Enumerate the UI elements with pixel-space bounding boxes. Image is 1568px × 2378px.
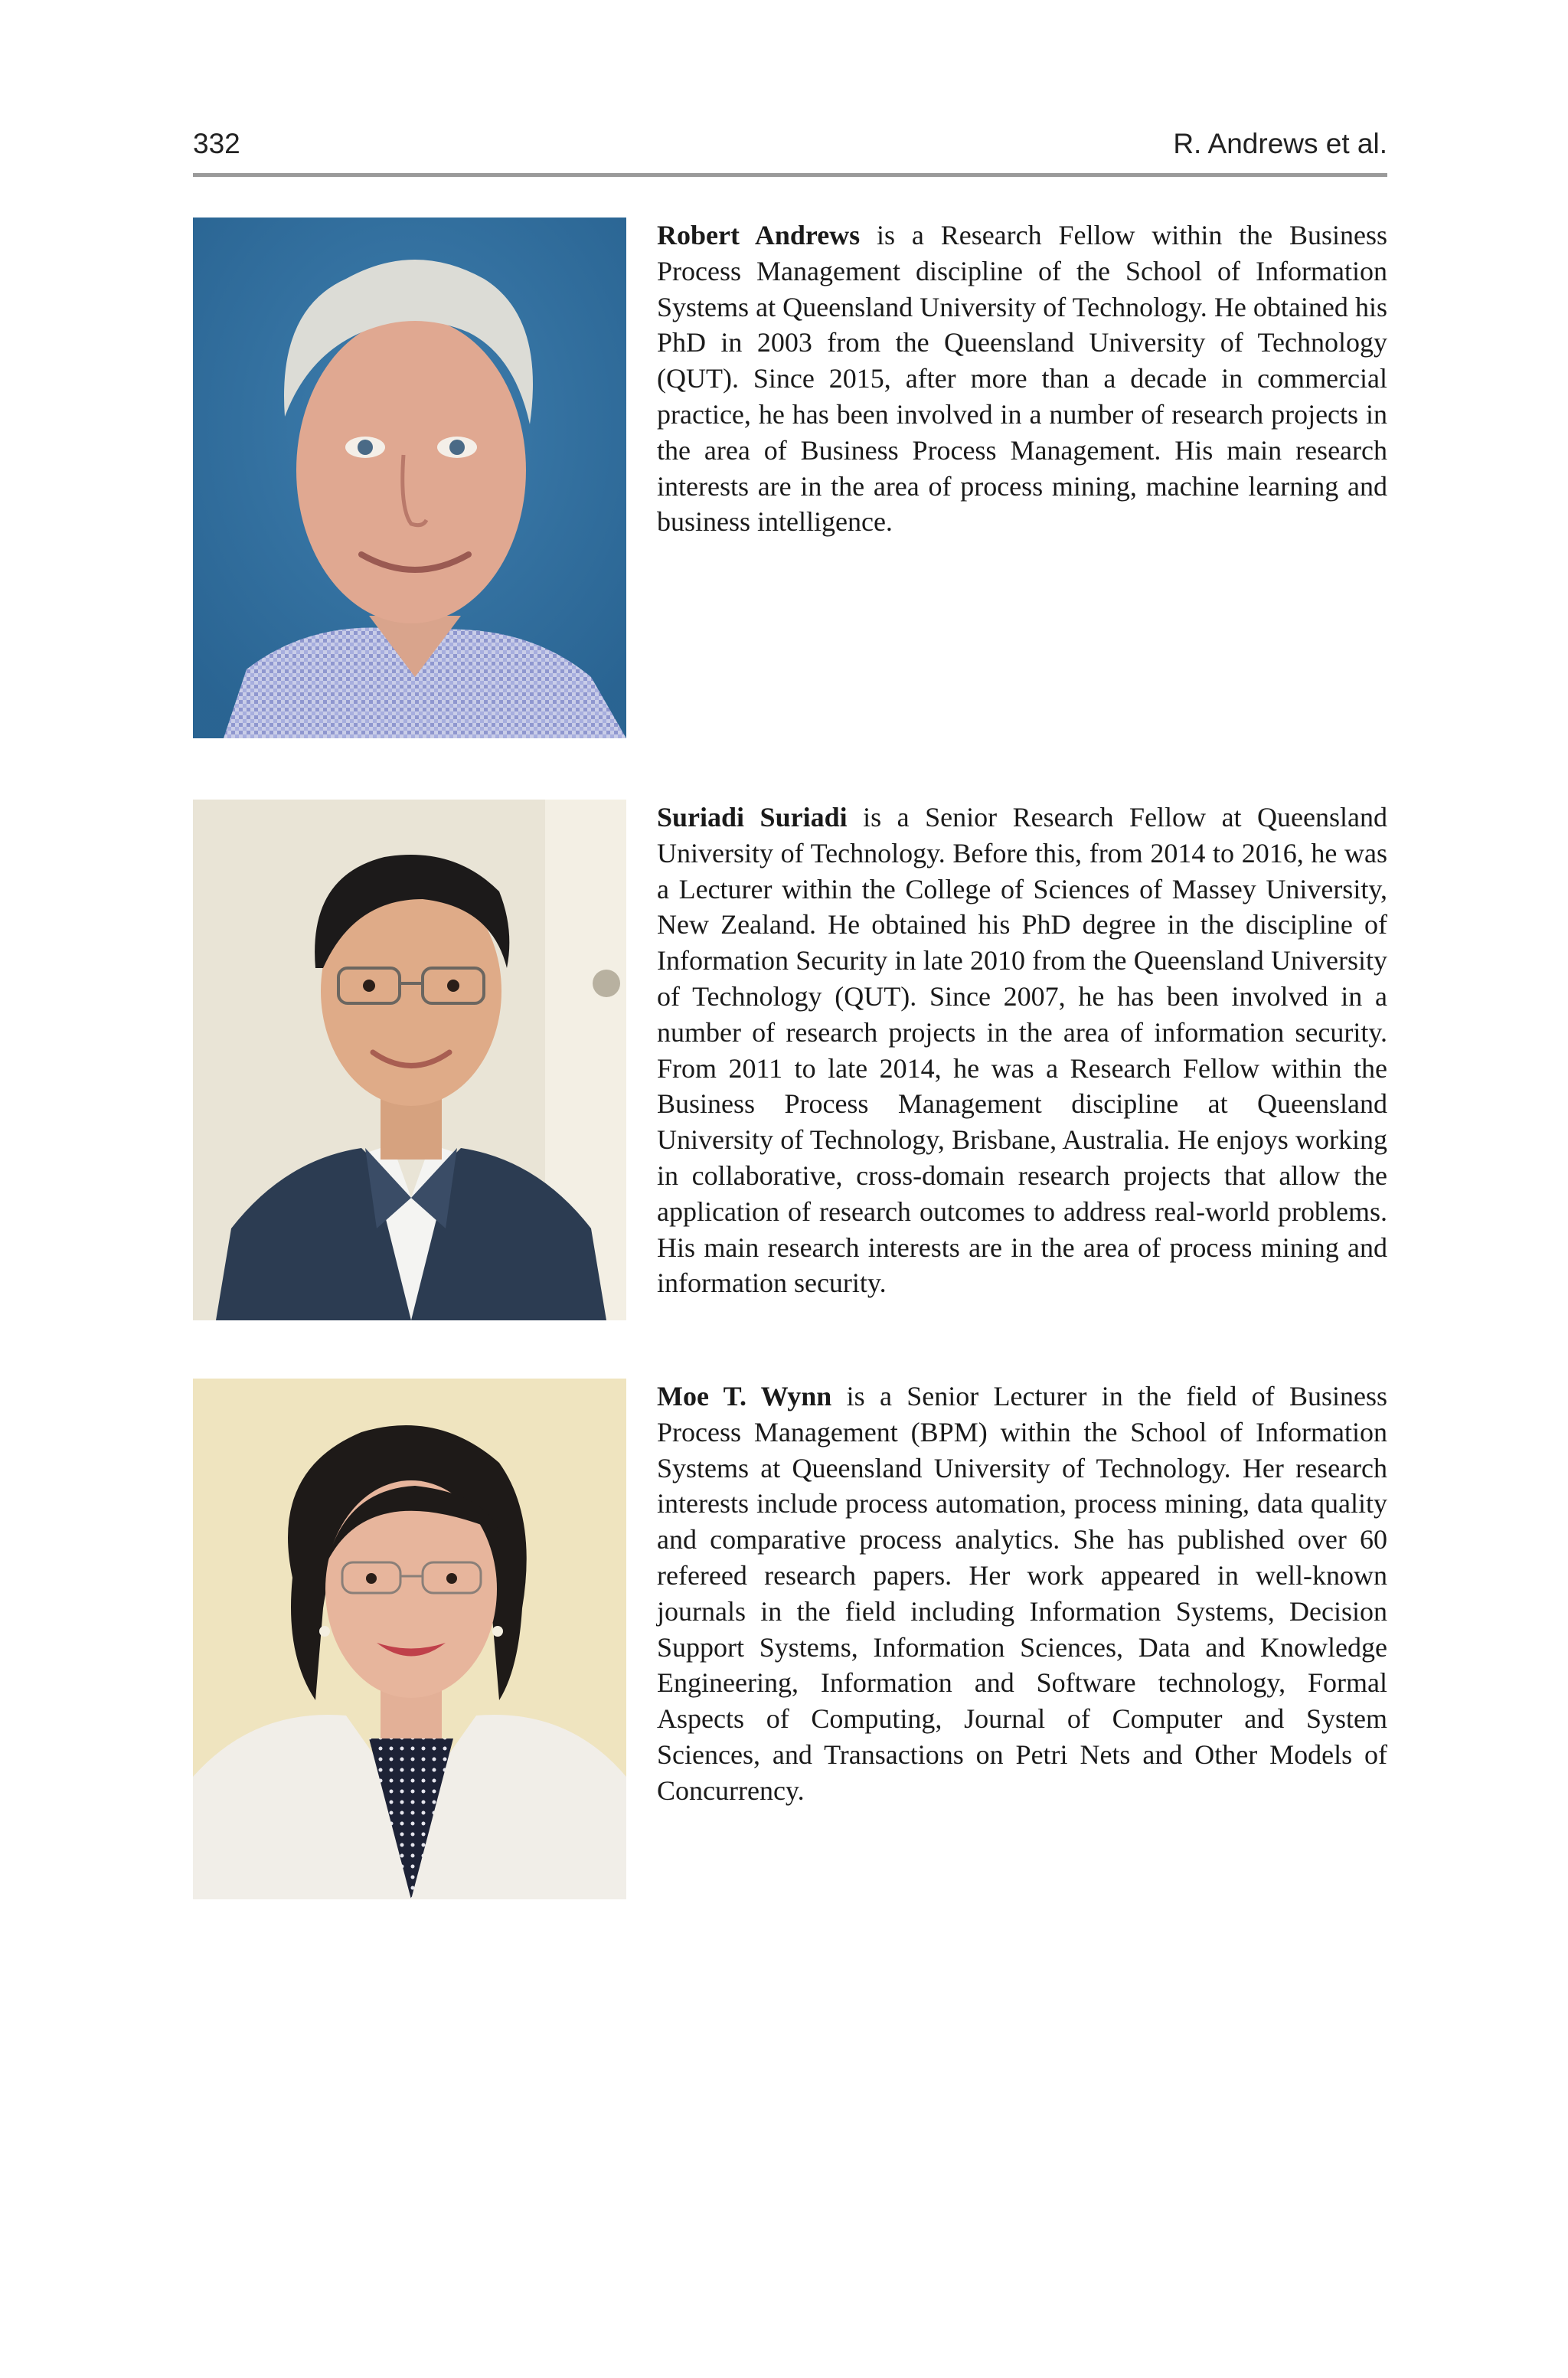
author-bio-body-1: is a Research Fellow within the Business Process Management discipline of the School of Information Systems at Queensland University of Technology. He obtained his PhD in 2003 from the Queensland University of Technology (QUT). Since 2015, after more than a decade in commercial practice, he has been involved in a number of research projects in the area of Business Process Management. His main research interests are in the area of process mining, machine learning and business intelligence. [657, 220, 1388, 538]
header-rule [193, 173, 1387, 177]
author-name-2: Suriadi Suriadi [657, 802, 848, 832]
author-photo-3 [193, 1379, 626, 1899]
author-bio-text-1 [657, 218, 1387, 540]
author-photo-2 [193, 800, 626, 1320]
author-name-3: Moe T. Wynn [657, 1381, 832, 1411]
running-head [193, 123, 1387, 165]
portrait-woman-glasses [193, 1379, 626, 1899]
author-photo-1 [193, 218, 626, 738]
page-number: 332 [193, 128, 240, 159]
running-title: R. Andrews et al. [1173, 128, 1387, 159]
author-bio-text-3 [657, 1379, 1387, 1809]
author-bio-body-3: is a Senior Lecturer in the field of Business Process Management (BPM) within the School of Information Systems at Queensland University of Technology. Her research interests include process automation, process mining, data quality and comparative process analytics. She has published over 60 refereed research papers. Her work appeared in well-known journals in the field including Information Systems, Decision Support Systems, Information Sciences, Data and Knowledge Engineering, Information and Software technology, Formal Aspects of Computing, Journal of Computer and System Sciences, and Transactions on Petri Nets and Other Models of Concurrency. [657, 1381, 1387, 1806]
portrait-man-grey-hair [193, 218, 626, 738]
portrait-man-glasses-suit [193, 800, 626, 1320]
author-bio-text-2 [657, 800, 1387, 1301]
author-bio-body-2: is a Senior Research Fellow at Queensland University of Technology. Before this, from 2014 to 2016, he was a Lecturer within the College of Sciences of Massey University, New Zealand. He obtained his PhD degree in the discipline of Information Security in late 2010 from the Queensland University of Technology (QUT). Since 2007, he has been involved in a number of research projects in the area of information security. From 2011 to late 2014, he was a Research Fellow within the Business Process Management discipline at Queensland University of Technology, Brisbane, Australia. He enjoys working in collaborative, cross-domain research projects that allow the application of research outcomes to address real-world problems. His main research interests are in the area of process mining and information security. [657, 802, 1387, 1299]
author-name-1: Robert Andrews [657, 220, 861, 250]
